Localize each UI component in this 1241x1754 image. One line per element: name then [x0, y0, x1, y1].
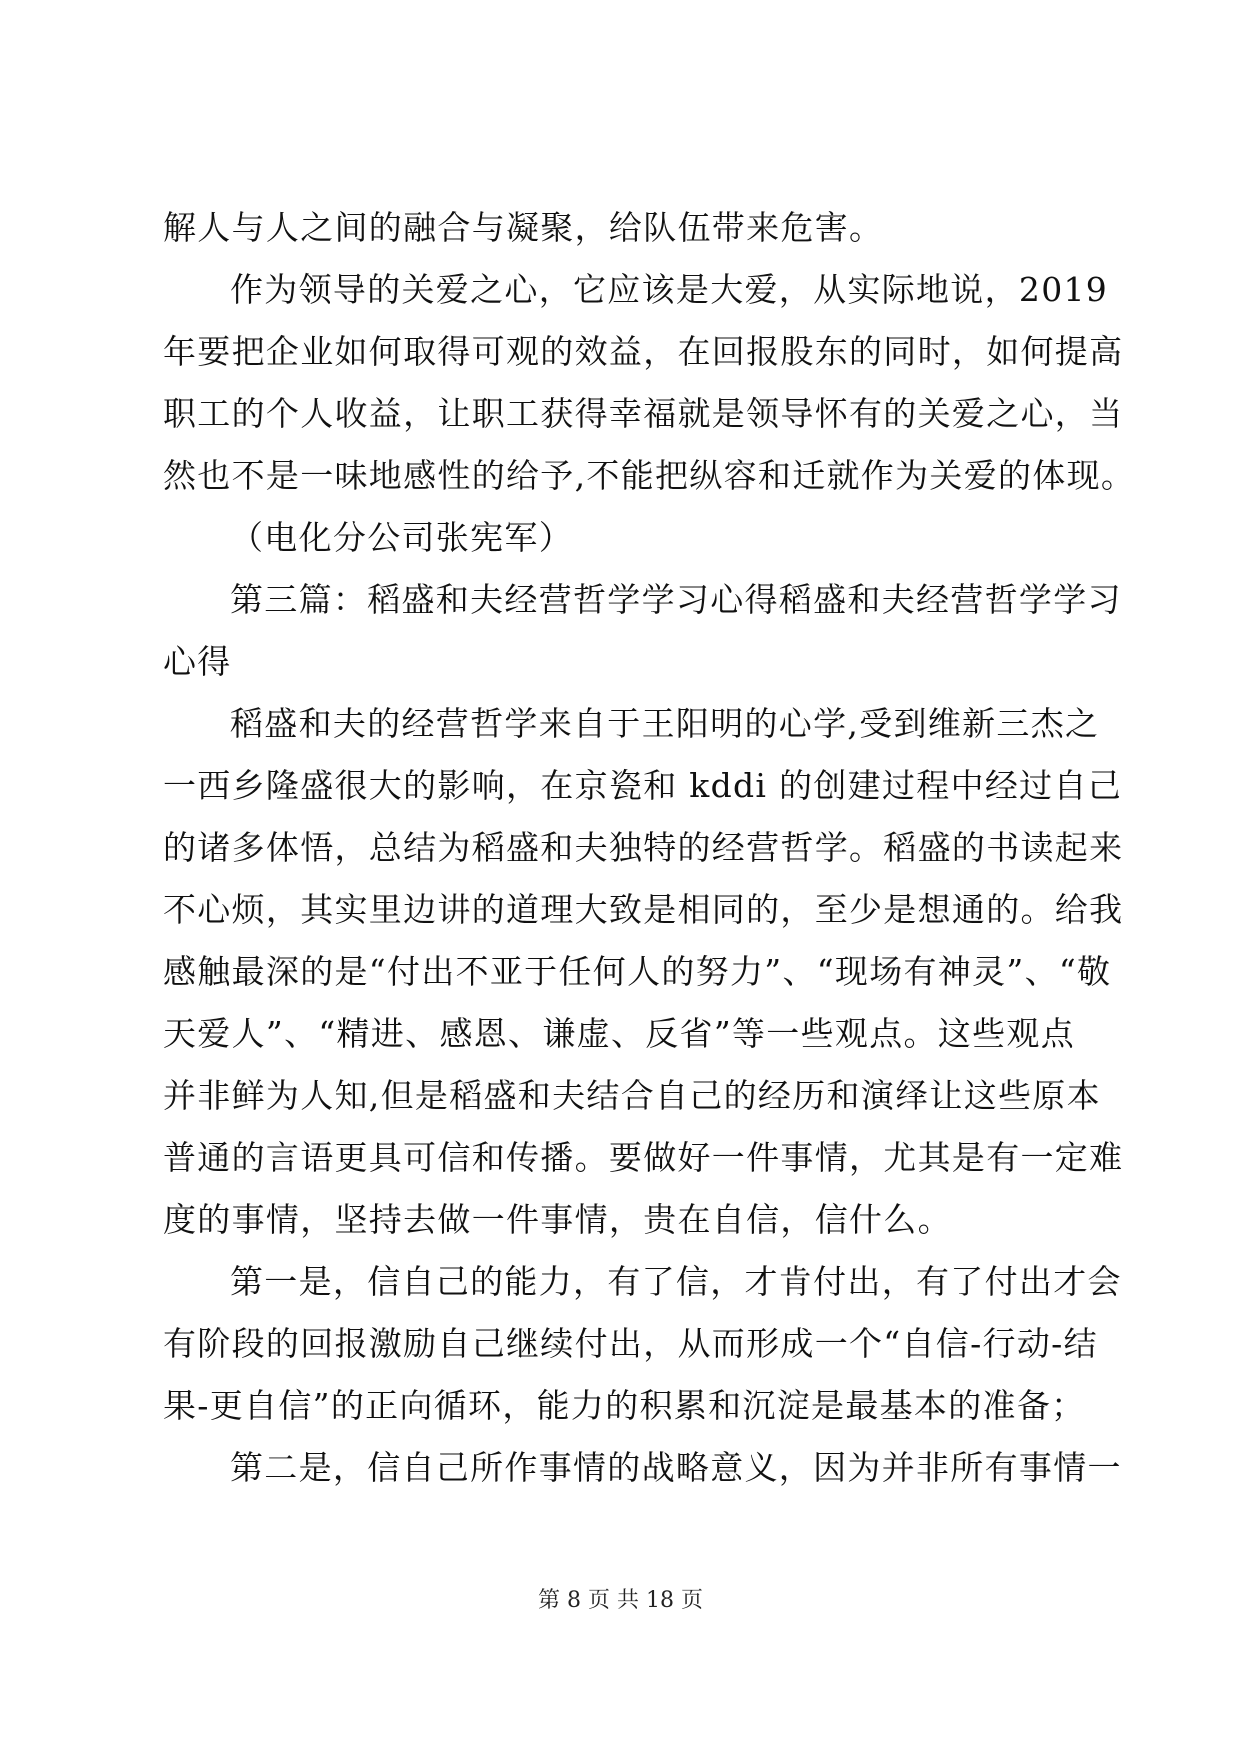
text-line: 普通的言语更具可信和传播。要做好一件事情，尤其是有一定难 [163, 1138, 1124, 1177]
text-line: 第二是，信自己所作事情的战略意义，因为并非所有事情一 [230, 1448, 1122, 1487]
text-line: 天爱人”、“精进、感恩、谦虚、反省”等一些观点。这些观点 [163, 1014, 1076, 1053]
section-title-continued: 心得 [163, 642, 232, 681]
page-number: 第 8 页 共 18 页 [538, 1588, 703, 1613]
text-line: 并非鲜为人知,但是稻盛和夫结合自己的经历和演绎让这些原本 [163, 1076, 1101, 1115]
text-line: 有阶段的回报激励自己继续付出，从而形成一个“自信-行动-结 [163, 1324, 1098, 1363]
text-line: 年要把企业如何取得可观的效益，在回报股东的同时，如何提高 [163, 332, 1124, 371]
text-line: 第一是，信自己的能力，有了信，才肯付出，有了付出才会 [230, 1262, 1122, 1301]
text-line: 稻盛和夫的经营哲学来自于王阳明的心学,受到维新三杰之 [230, 704, 1100, 743]
text-line: 职工的个人收益，让职工获得幸福就是领导怀有的关爱之心，当 [163, 394, 1124, 433]
section-title: 第三篇：稻盛和夫经营哲学学习心得稻盛和夫经营哲学学习 [230, 580, 1122, 619]
text-line: 的诸多体悟，总结为稻盛和夫独特的经营哲学。稻盛的书读起来 [163, 828, 1124, 867]
author-attribution: （电化分公司张宪军） [230, 518, 573, 557]
text-line: 作为领导的关爱之心，它应该是大爱，从实际地说，2019 [230, 270, 1109, 309]
text-line: 度的事情，坚持去做一件事情，贵在自信，信什么。 [163, 1200, 952, 1239]
text-line: 一西乡隆盛很大的影响，在京瓷和 kddi 的创建过程中经过自己 [163, 766, 1123, 805]
text-line: 然也不是一味地感性的给予,不能把纵容和迁就作为关爱的体现。 [163, 456, 1136, 495]
document-body [163, 197, 1136, 1499]
page-footer [0, 1586, 1241, 1616]
text-line: 不心烦，其实里边讲的道理大致是相同的，至少是想通的。给我 [163, 890, 1124, 929]
text-line: 果-更自信”的正向循环，能力的积累和沉淀是最基本的准备； [163, 1386, 1086, 1425]
text-line: 感触最深的是“付出不亚于任何人的努力”、“现场有神灵”、“敬 [163, 952, 1112, 991]
text-line: 解人与人之间的融合与凝聚，给队伍带来危害。 [163, 208, 884, 247]
